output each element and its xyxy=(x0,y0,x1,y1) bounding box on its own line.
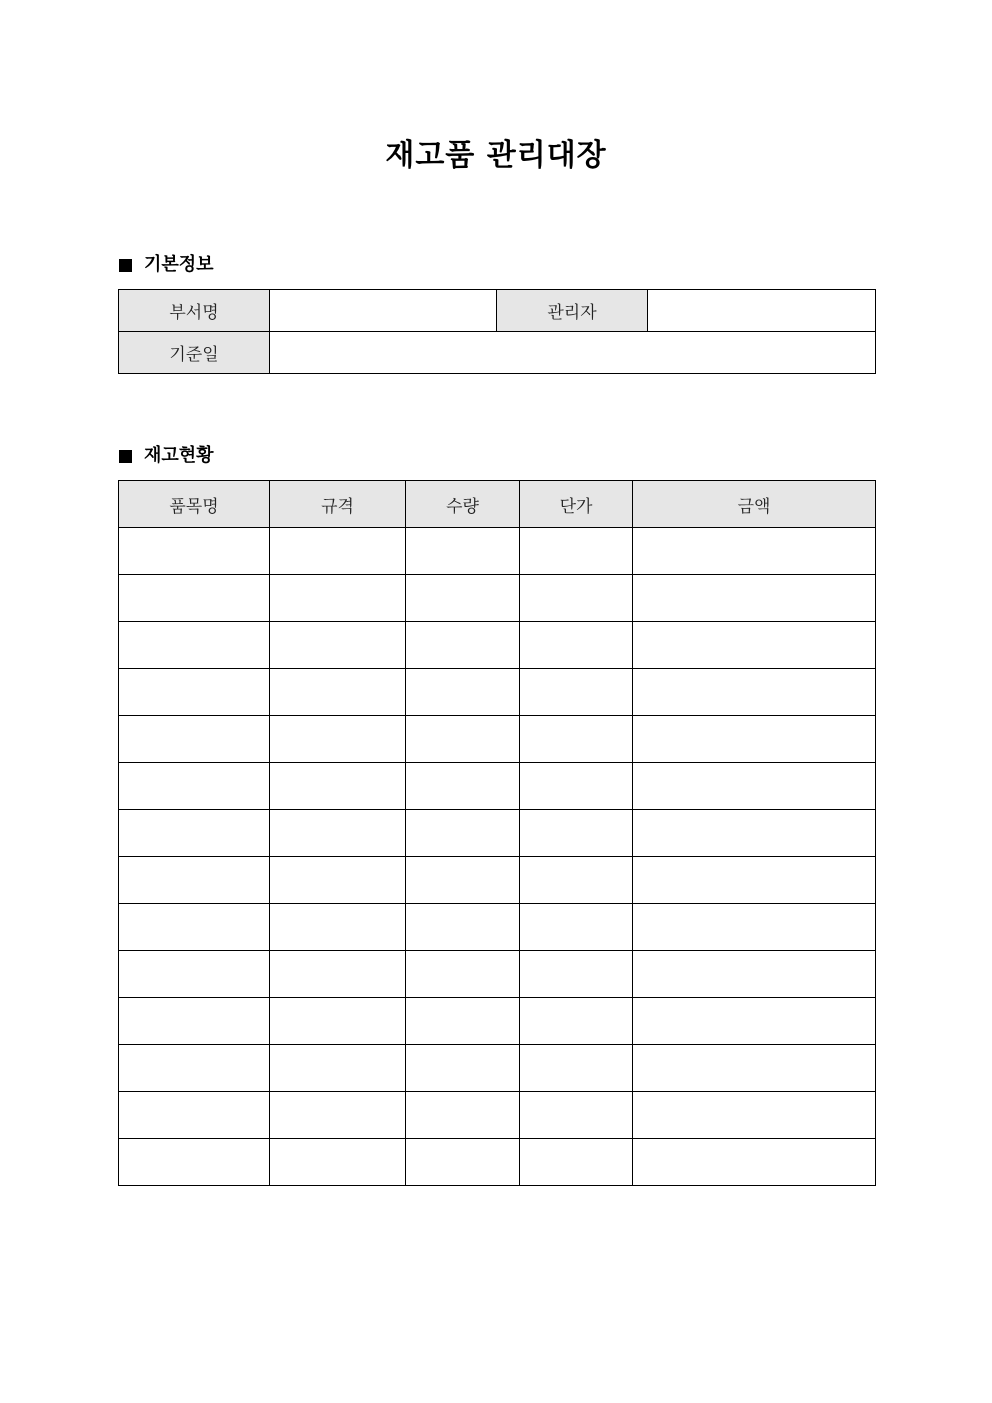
amount-cell[interactable] xyxy=(633,810,876,857)
amount-cell[interactable] xyxy=(633,528,876,575)
table-row xyxy=(119,528,876,575)
column-header-spec: 규격 xyxy=(270,481,406,528)
department-field[interactable] xyxy=(270,290,497,332)
unit-price-cell[interactable] xyxy=(520,998,633,1045)
square-bullet-icon xyxy=(119,259,132,272)
document-title: 재고품 관리대장 xyxy=(385,138,607,173)
column-header-amount: 금액 xyxy=(633,481,876,528)
item-name-cell[interactable] xyxy=(119,763,270,810)
inventory-heading-text: 재고현황 xyxy=(144,445,214,466)
quantity-cell[interactable] xyxy=(406,951,520,998)
basic-info-table xyxy=(118,289,876,374)
amount-cell[interactable] xyxy=(633,763,876,810)
unit-price-cell[interactable] xyxy=(520,904,633,951)
unit-price-cell[interactable] xyxy=(520,857,633,904)
unit-price-cell[interactable] xyxy=(520,575,633,622)
unit-price-cell[interactable] xyxy=(520,1139,633,1186)
manager-label: 관리자 xyxy=(497,290,648,332)
inventory-heading xyxy=(119,444,214,468)
unit-price-cell[interactable] xyxy=(520,951,633,998)
base-date-field[interactable] xyxy=(270,332,876,374)
inventory-table xyxy=(118,480,876,1186)
item-name-cell[interactable] xyxy=(119,669,270,716)
table-row xyxy=(119,763,876,810)
item-name-cell[interactable] xyxy=(119,575,270,622)
item-name-cell[interactable] xyxy=(119,904,270,951)
spec-cell[interactable] xyxy=(270,904,406,951)
item-name-cell[interactable] xyxy=(119,1139,270,1186)
quantity-cell[interactable] xyxy=(406,716,520,763)
amount-cell[interactable] xyxy=(633,1092,876,1139)
unit-price-cell[interactable] xyxy=(520,810,633,857)
spec-cell[interactable] xyxy=(270,810,406,857)
basic-info-heading xyxy=(119,253,214,277)
item-name-cell[interactable] xyxy=(119,1045,270,1092)
item-name-cell[interactable] xyxy=(119,998,270,1045)
quantity-cell[interactable] xyxy=(406,904,520,951)
item-name-cell[interactable] xyxy=(119,622,270,669)
amount-cell[interactable] xyxy=(633,1139,876,1186)
item-name-cell[interactable] xyxy=(119,528,270,575)
quantity-cell[interactable] xyxy=(406,763,520,810)
column-header-unit-price: 단가 xyxy=(520,481,633,528)
item-name-cell[interactable] xyxy=(119,951,270,998)
table-row xyxy=(119,716,876,763)
quantity-cell[interactable] xyxy=(406,528,520,575)
spec-cell[interactable] xyxy=(270,998,406,1045)
spec-cell[interactable] xyxy=(270,951,406,998)
amount-cell[interactable] xyxy=(633,669,876,716)
amount-cell[interactable] xyxy=(633,575,876,622)
amount-cell[interactable] xyxy=(633,857,876,904)
unit-price-cell[interactable] xyxy=(520,716,633,763)
inventory-header-row xyxy=(119,481,876,528)
table-row xyxy=(119,1045,876,1092)
table-row xyxy=(119,998,876,1045)
amount-cell[interactable] xyxy=(633,622,876,669)
amount-cell[interactable] xyxy=(633,998,876,1045)
unit-price-cell[interactable] xyxy=(520,1092,633,1139)
base-date-label: 기준일 xyxy=(119,332,270,374)
basic-info-heading-text: 기본정보 xyxy=(144,254,214,275)
quantity-cell[interactable] xyxy=(406,669,520,716)
table-row xyxy=(119,1139,876,1186)
quantity-cell[interactable] xyxy=(406,810,520,857)
table-row xyxy=(119,904,876,951)
table-row xyxy=(119,810,876,857)
quantity-cell[interactable] xyxy=(406,575,520,622)
unit-price-cell[interactable] xyxy=(520,763,633,810)
inventory-body xyxy=(119,528,876,1186)
amount-cell[interactable] xyxy=(633,716,876,763)
quantity-cell[interactable] xyxy=(406,1045,520,1092)
spec-cell[interactable] xyxy=(270,575,406,622)
spec-cell[interactable] xyxy=(270,1092,406,1139)
unit-price-cell[interactable] xyxy=(520,622,633,669)
table-row xyxy=(119,951,876,998)
quantity-cell[interactable] xyxy=(406,857,520,904)
table-row xyxy=(119,669,876,716)
manager-field[interactable] xyxy=(648,290,876,332)
amount-cell[interactable] xyxy=(633,951,876,998)
column-header-quantity: 수량 xyxy=(406,481,520,528)
item-name-cell[interactable] xyxy=(119,1092,270,1139)
unit-price-cell[interactable] xyxy=(520,669,633,716)
department-label: 부서명 xyxy=(119,290,270,332)
item-name-cell[interactable] xyxy=(119,857,270,904)
table-row xyxy=(119,857,876,904)
unit-price-cell[interactable] xyxy=(520,528,633,575)
quantity-cell[interactable] xyxy=(406,1139,520,1186)
square-bullet-icon xyxy=(119,450,132,463)
item-name-cell[interactable] xyxy=(119,810,270,857)
spec-cell[interactable] xyxy=(270,528,406,575)
item-name-cell[interactable] xyxy=(119,716,270,763)
spec-cell[interactable] xyxy=(270,1139,406,1186)
spec-cell[interactable] xyxy=(270,669,406,716)
spec-cell[interactable] xyxy=(270,1045,406,1092)
spec-cell[interactable] xyxy=(270,716,406,763)
spec-cell[interactable] xyxy=(270,763,406,810)
amount-cell[interactable] xyxy=(633,904,876,951)
table-row xyxy=(119,622,876,669)
quantity-cell[interactable] xyxy=(406,998,520,1045)
spec-cell[interactable] xyxy=(270,857,406,904)
quantity-cell[interactable] xyxy=(406,622,520,669)
quantity-cell[interactable] xyxy=(406,1092,520,1139)
spec-cell[interactable] xyxy=(270,622,406,669)
table-row xyxy=(119,575,876,622)
amount-cell[interactable] xyxy=(633,1045,876,1092)
unit-price-cell[interactable] xyxy=(520,1045,633,1092)
column-header-item-name: 품목명 xyxy=(119,481,270,528)
table-row xyxy=(119,1092,876,1139)
